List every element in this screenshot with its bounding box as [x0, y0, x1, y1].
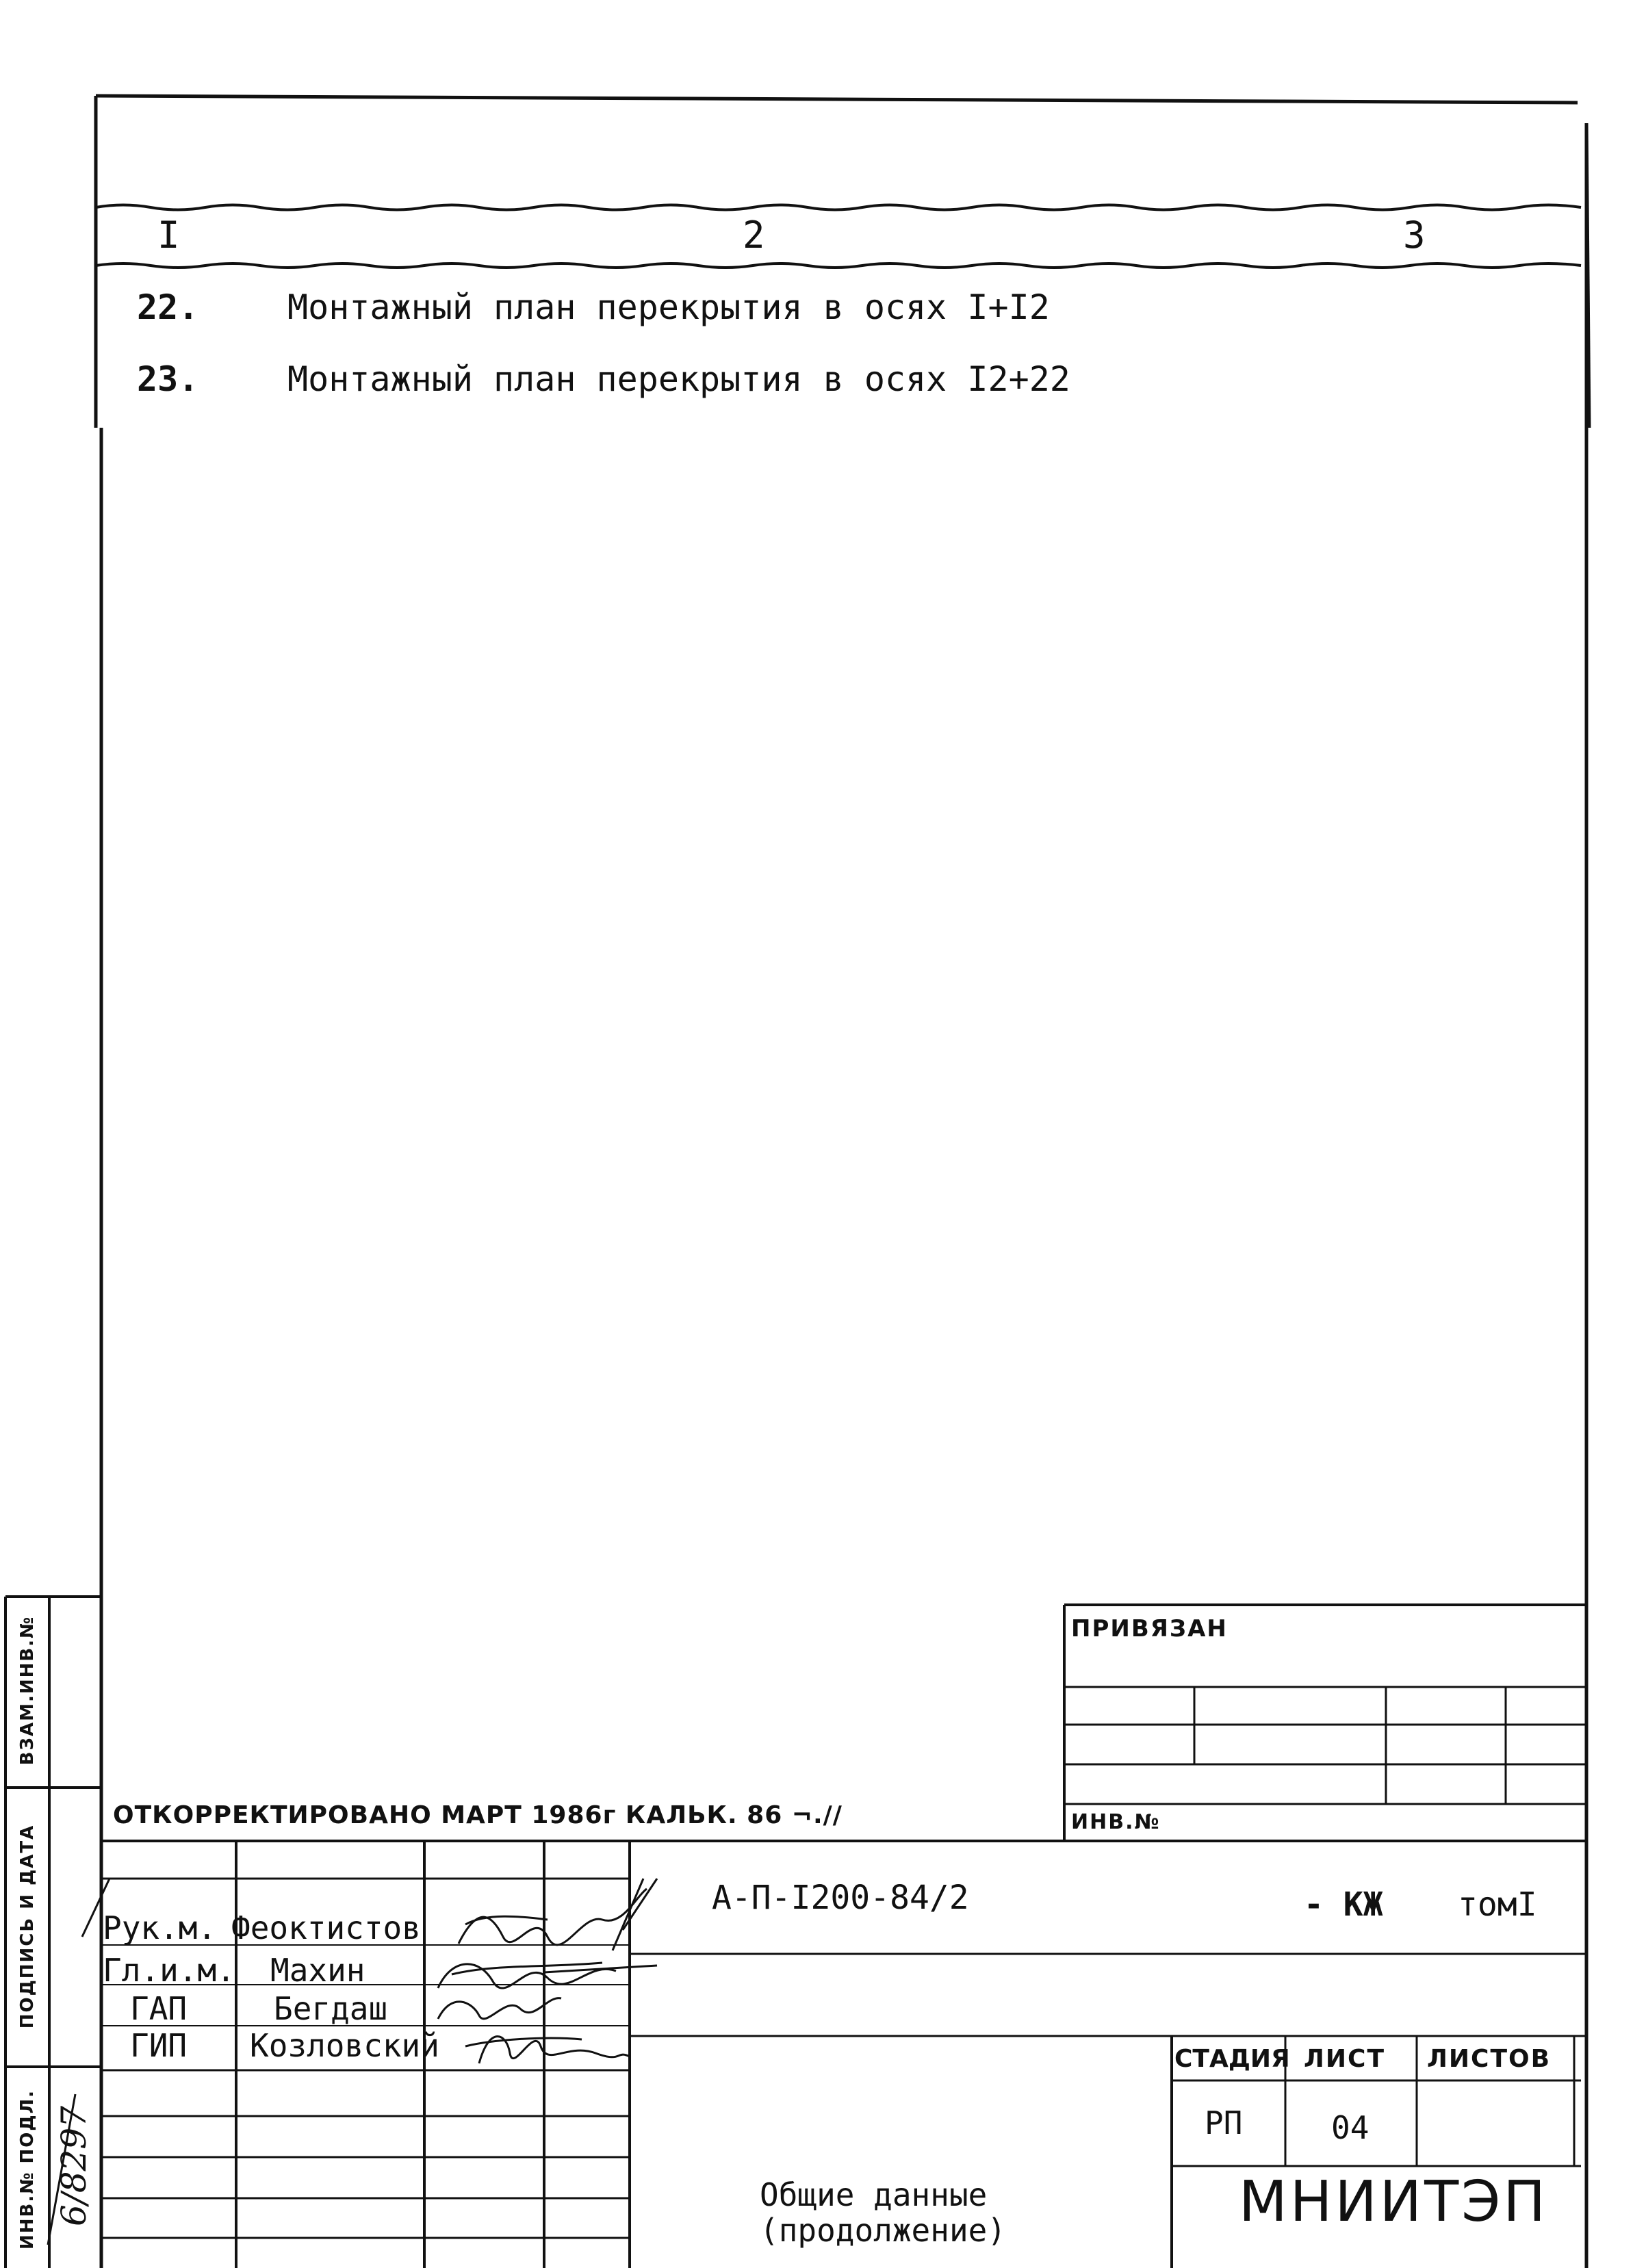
stage-value: РП — [1205, 2104, 1243, 2141]
sheet-title-line1: Общие данные — [760, 2176, 988, 2213]
signatory-role: ГАП — [130, 1990, 188, 2027]
signatory-name: Феоктистов — [231, 1909, 421, 1946]
table-row — [137, 359, 1070, 399]
privyazan-title: ПРИВЯЗАН — [1071, 1615, 1228, 1642]
row-text: Монтажный план перекрытия в осях I+I2 — [287, 287, 1050, 327]
signatory-role: Рук.м. — [103, 1909, 217, 1946]
document-code: А-П-I200-84/2 — [712, 1879, 969, 1917]
document-volume: томI — [1458, 1885, 1537, 1924]
signatory-name: Козловский — [250, 2027, 439, 2064]
column-header-3: 3 — [1403, 214, 1426, 257]
column-header-1: I — [157, 214, 180, 257]
privyazan-inv-label: ИНВ.№ — [1071, 1810, 1161, 1834]
document-suffix: - КЖ — [1304, 1885, 1383, 1924]
signature-scribbles — [438, 1889, 647, 2063]
sheet-value: 04 — [1331, 2109, 1369, 2146]
signatory-name: Махин — [270, 1952, 365, 1989]
sheets-header: ЛИСТОВ — [1427, 2045, 1552, 2073]
correction-note: ОТКОРРЕКТИРОВАНО МАРТ 1986г КАЛЬК. 86 ¬.// — [113, 1801, 843, 1829]
column-header-2: 2 — [743, 214, 765, 257]
row-number: 22. — [137, 287, 199, 327]
signatory-role: Гл.и.м. — [103, 1952, 235, 1989]
signatory-name: Бегдаш — [274, 1990, 388, 2027]
table-row — [137, 287, 1050, 327]
side-label-vzam: ВЗАМ.ИНВ.№ — [17, 1615, 38, 1766]
side-inventory-number: 6/8297 — [54, 2106, 94, 2226]
side-label-podpis: ПОДПИСЬ И ДАТА — [17, 1824, 38, 2029]
side-label-inv: ИНВ.№ ПОДЛ. — [17, 2089, 38, 2250]
row-number: 23. — [137, 359, 199, 399]
sheet-title-line2: (продолжение) — [760, 2212, 1007, 2249]
signatory-role: ГИП — [130, 2027, 188, 2064]
sheet-header: ЛИСТ — [1304, 2045, 1386, 2073]
row-text: Монтажный план перекрытия в осях I2+22 — [287, 359, 1070, 399]
organization-name: МНИИТЭП — [1239, 2169, 1549, 2234]
stage-header: СТАДИЯ — [1174, 2045, 1290, 2073]
